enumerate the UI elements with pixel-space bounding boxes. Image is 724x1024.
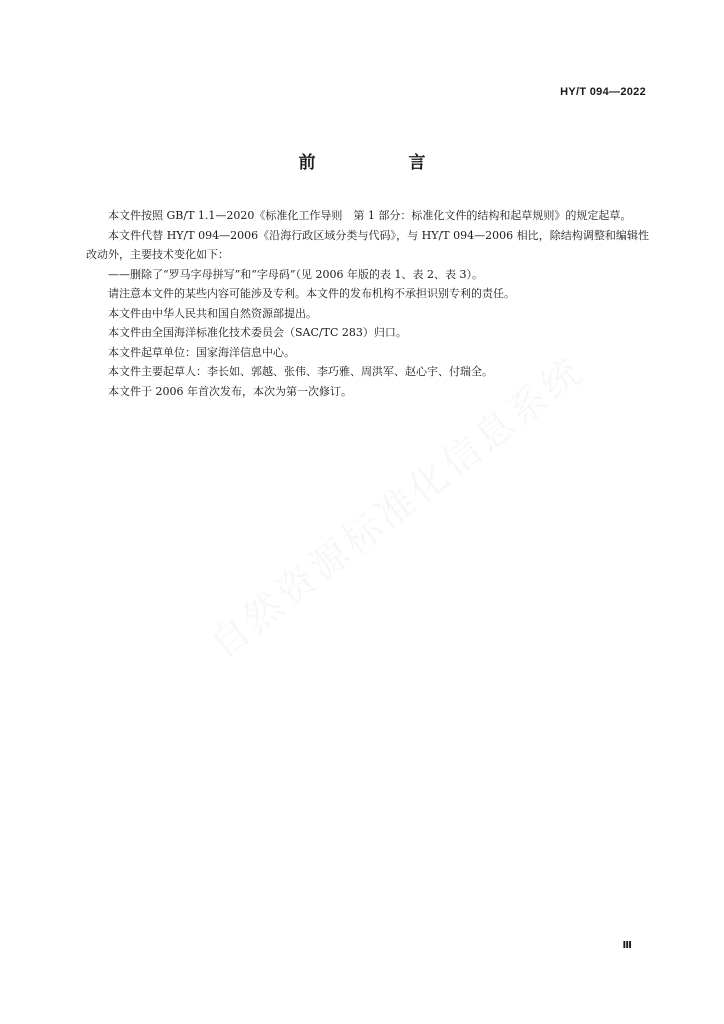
page-title: 前 言: [298, 153, 464, 173]
paragraph-change-item: ——删除了“罗马字母拼写”和“字母码”（见 2006 年版的表 1、表 2、表 3）。: [108, 267, 483, 281]
document-code: HY/T 094—2022: [560, 86, 646, 98]
paragraph-replacement: 本文件代替 HY/T 094—2006《沿海行政区域分类与代码》，与 HY/T 094—2006 相比，除结构调整和编辑性改动外，主要技术变化如下：: [86, 228, 649, 261]
paragraph-committee: 本文件由全国海洋标准化技术委员会（SAC/TC 283）归口。: [108, 326, 407, 339]
paragraph-drafting-rules: 本文件按照 GB/T 1.1—2020《标准化工作导则 第 1 部分：标准化文件的结构和起草规则》的规定起草。: [108, 209, 632, 222]
paragraph-drafters: 本文件主要起草人：李长如、郭越、张伟、李巧雅、周洪军、赵心宇、付瑞全。: [108, 365, 493, 378]
paragraph-drafting-unit: 本文件起草单位：国家海洋信息中心。: [108, 345, 295, 359]
page-number: Ⅲ: [622, 940, 632, 951]
paragraph-patent-notice: 请注意本文件的某些内容可能涉及专利。本文件的发布机构不承担识别专利的责任。: [108, 287, 515, 300]
paragraph-history: 本文件于 2006 年首次发布，本次为第一次修订。: [108, 384, 352, 398]
paragraph-proposer: 本文件由中华人民共和国自然资源部提出。: [108, 306, 317, 320]
